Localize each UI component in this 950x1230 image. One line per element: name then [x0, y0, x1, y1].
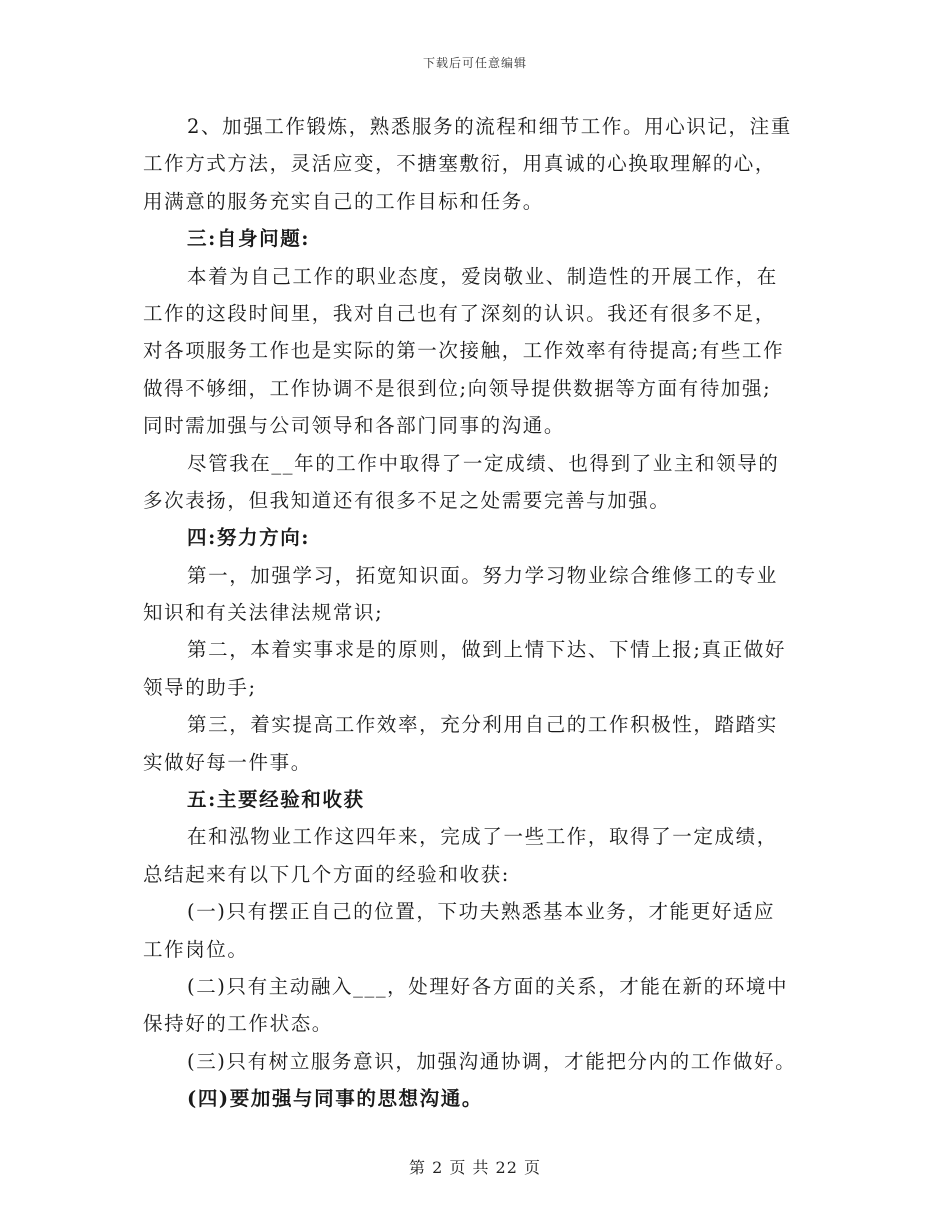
- section-heading: 三:自身问题:: [187, 227, 311, 251]
- paragraph-line: 工作的这段时间里，我对自己也有了深刻的认识。我还有很多不足，: [143, 301, 777, 325]
- page-number-footer: 第 2 页 共 22 页: [409, 1158, 541, 1177]
- paragraph-line: 多次表扬，但我知道还有很多不足之处需要完善与加强。: [143, 488, 671, 512]
- section-heading: (四)要加强与同事的思想沟通。: [187, 1087, 483, 1111]
- paragraph-line: 第二，本着实事求是的原则，做到上情下达、下情上报;真正做好: [187, 638, 786, 662]
- paragraph-line: 知识和有关法律法规常识;: [143, 601, 384, 625]
- paragraph-line: 在和泓物业工作这四年来，完成了一些工作，取得了一定成绩，: [187, 825, 778, 849]
- paragraph-line: 2、加强工作锻炼，熟悉服务的流程和细节工作。用心识记，注重: [187, 115, 792, 138]
- paragraph-line: (一)只有摆正自己的位置，下功夫熟悉基本业务，才能更好适应: [187, 900, 776, 924]
- paragraph-line: 实做好每一件事。: [143, 750, 312, 774]
- paragraph-line: 第一，加强学习，拓宽知识面。努力学习物业综合维修工的专业: [187, 563, 778, 587]
- document-body: [143, 108, 808, 1118]
- paragraph-line: 工作岗位。: [143, 937, 249, 961]
- paragraph-line: (二)只有主动融入___，处理好各方面的关系，才能在新的环境中: [187, 974, 789, 998]
- paragraph-line: 工作方式方法，灵活应变，不搪塞敷衍，用真诚的心换取理解的心，: [143, 152, 777, 176]
- paragraph-line: 同时需加强与公司领导和各部门同事的沟通。: [143, 414, 566, 438]
- paragraph-line: 对各项服务工作也是实际的第一次接触，工作效率有待提高;有些工作: [143, 339, 785, 363]
- paragraph-line: 做得不够细，工作协调不是很到位;向领导提供数据等方面有待加强;: [143, 376, 772, 400]
- paragraph-line: 第三，着实提高工作效率，充分利用自己的工作积极性，踏踏实: [187, 713, 778, 737]
- paragraph-line: 领导的助手;: [143, 675, 257, 699]
- paragraph-line: 尽管我在__年的工作中取得了一定成绩、也得到了业主和领导的: [187, 451, 780, 475]
- section-heading: 五:主要经验和收获: [187, 788, 365, 812]
- paragraph-line: 保持好的工作状态。: [143, 1012, 333, 1036]
- paragraph-line: 总结起来有以下几个方面的经验和收获:: [143, 862, 510, 886]
- paragraph-line: 用满意的服务充实自己的工作目标和任务。: [143, 189, 544, 213]
- paragraph-line: (三)只有树立服务意识，加强沟通协调，才能把分内的工作做好。: [187, 1049, 797, 1073]
- paragraph-line: 本着为自己工作的职业态度，爱岗敬业、制造性的开展工作，在: [187, 264, 778, 288]
- section-heading: 四:努力方向:: [187, 526, 311, 550]
- page-header-watermark: 下载后可任意编辑: [422, 56, 527, 70]
